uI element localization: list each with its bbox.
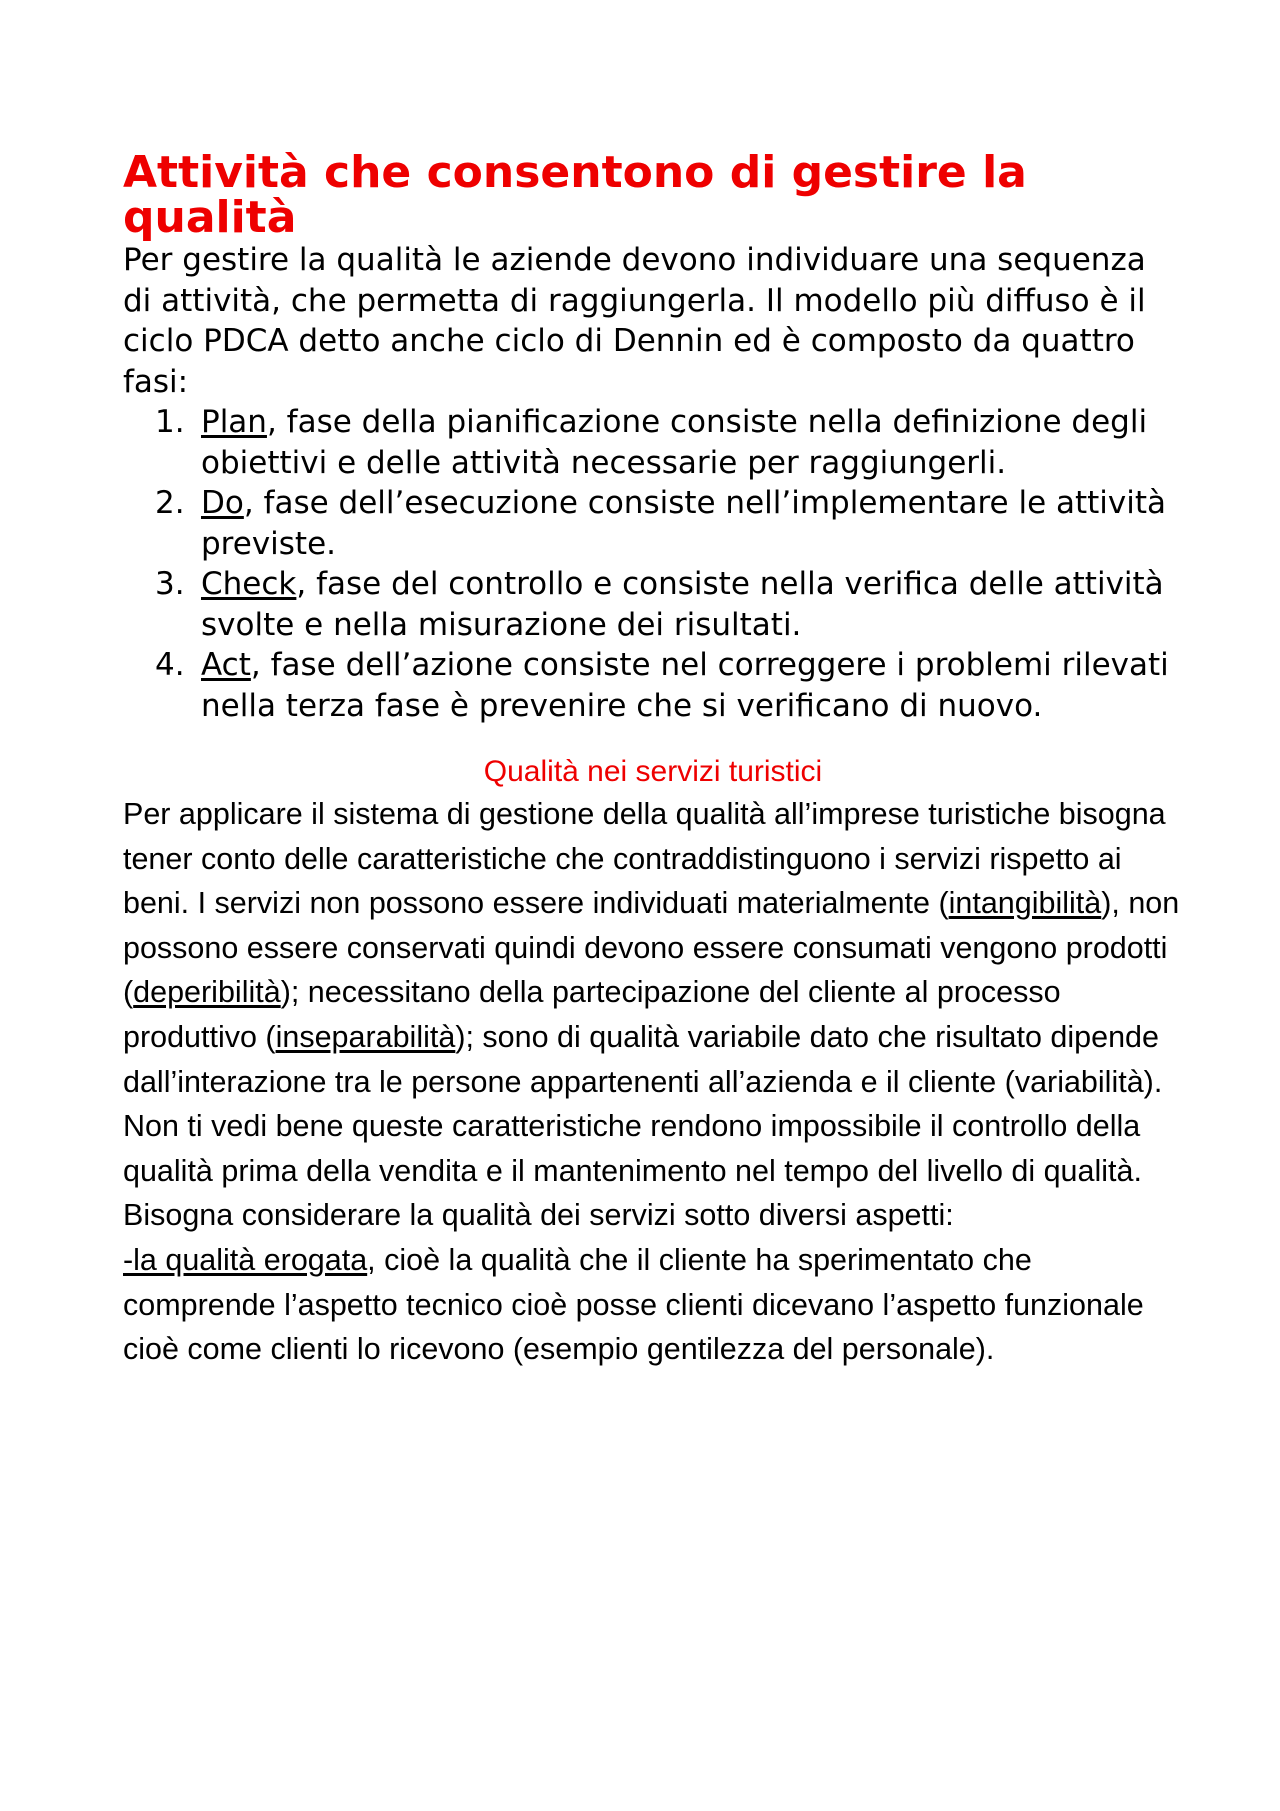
- phase-description: , fase del controllo e consiste nella verifica delle attività svolte e nella misurazione dei risultati.: [201, 566, 1164, 643]
- text-run: ); sono di qualità variabile dato che risultato dipende dall’interazione tra le persone appartenenti all’azienda e il cliente (variabilità). Non ti vedi bene queste caratteristiche rendono impossibile il controllo della qualità prima della vendita e il mantenimento nel tempo del livello di qualità. Bisogna considerare la qualità dei servizi sotto diversi aspetti:: [123, 1019, 1163, 1233]
- phase-term-act: Act: [201, 647, 251, 683]
- text-run: Per applicare il sistema di gestione della qualità all’imprese turistiche bisogna tener conto delle caratteristiche che contraddistinguono i servizi rispetto ai beni. I servizi non possono essere individuati materialmente (: [123, 797, 1166, 921]
- list-number: 3.: [155, 566, 185, 602]
- term-perishability: deperibilità: [133, 975, 281, 1010]
- phase-term-check: Check: [201, 566, 297, 602]
- document-page: [123, 147, 1183, 1372]
- phase-term-do: Do: [201, 485, 244, 521]
- services-paragraph: [123, 792, 1183, 1238]
- delivered-quality-paragraph: [123, 1238, 1183, 1372]
- list-number: 2.: [155, 485, 185, 521]
- list-number: 4.: [155, 647, 185, 683]
- phase-description: , fase dell’azione consiste nel correggere i problemi rilevati nella terza fase è prevenire che si verificano di nuovo.: [201, 647, 1169, 724]
- list-number: 1.: [155, 404, 185, 440]
- phase-description: , fase della pianificazione consiste nella definizione degli obiettivi e delle attività necessarie per raggiungerli.: [201, 404, 1148, 481]
- term-inseparability: inseparabilità: [275, 1019, 456, 1054]
- pdca-list: [123, 402, 1183, 726]
- text-run: , cioè la qualità che il cliente ha sperimentato che comprende l’aspetto tecnico cioè posse clienti dicevano l’aspetto funzionale cioè come clienti lo ricevono (esempio gentilezza del personale).: [123, 1242, 1144, 1367]
- list-item: [123, 645, 1183, 726]
- text-run: ), non possono essere conservati quindi devono essere consumati vengono prodotti (: [123, 886, 1180, 1010]
- section-title: Qualità nei servizi turistici: [483, 755, 823, 788]
- text-run: ); necessitano della partecipazione del cliente al processo produttivo (: [123, 975, 1061, 1054]
- term-intangibility: intangibilità: [948, 886, 1102, 921]
- intro-paragraph: Per gestire la qualità le aziende devono individuare una sequenza di attività, che permetta di raggiungerla. Il modello più diffuso è il ciclo PDCA detto anche ciclo di Dennin ed è composto da quattro fasi:: [123, 242, 1146, 400]
- list-item: [123, 483, 1183, 564]
- page-title: Attività che consentono di gestire la qualità: [123, 147, 1027, 243]
- phase-term-plan: Plan: [201, 404, 267, 440]
- phase-description: , fase dell’esecuzione consiste nell’implementare le attività previste.: [201, 485, 1167, 562]
- term-delivered-quality: -la qualità erogata: [123, 1242, 368, 1277]
- list-item: [123, 402, 1183, 483]
- list-item: [123, 564, 1183, 645]
